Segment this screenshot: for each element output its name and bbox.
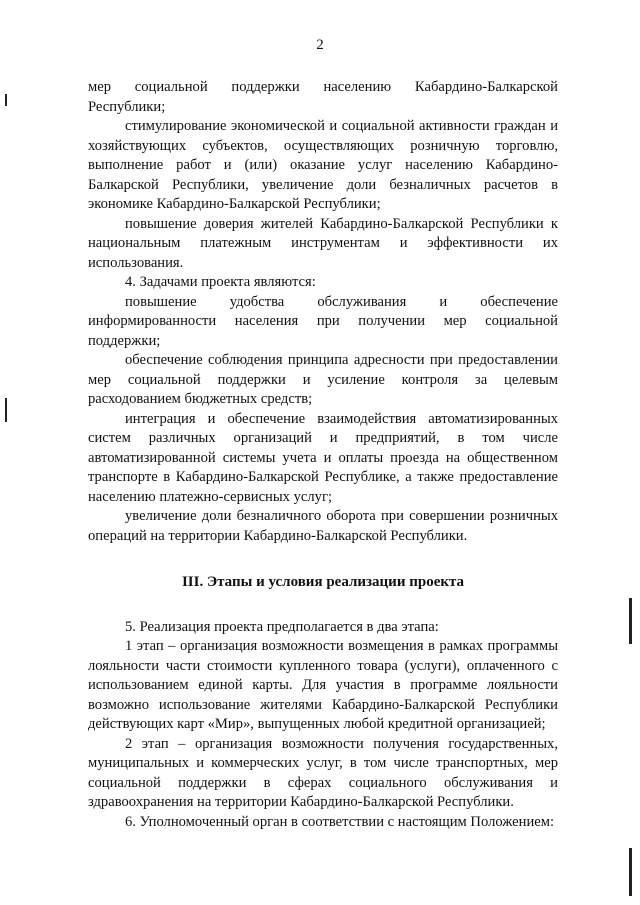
scan-mark-right-bottom bbox=[629, 848, 632, 896]
paragraph-trust: повышение доверия жителей Кабардино-Балкарской Республики к национальным платежным инструментам и эффективности их использования. bbox=[88, 215, 558, 271]
paragraph-stage-1: 1 этап – организация возможности возмещения в рамках программы лояльности части стоимости купленного товара (услуги), оплаченного с использованием единой карты. Для участия в программе лояльности возможно использование жителями Кабардино-Балкарской Республики действующих карт «Мир», выпущенных любой кредитной организацией; bbox=[88, 638, 558, 732]
paragraph-tasks-intro: 4. Задачами проекта являются: bbox=[125, 274, 316, 290]
scan-mark-right-middle bbox=[629, 598, 632, 644]
section-heading: III. Этапы и условия реализации проекта bbox=[181, 574, 465, 590]
paragraph-stages-intro: 5. Реализация проекта предполагается в два этапа: bbox=[125, 618, 439, 635]
paragraph-economic-activity: стимулирование экономической и социальной активности граждан и хозяйствующих субъектов, осуществляющих розничную торговлю, выполнение работ и (или) оказание услуг населению Кабардино-Балкарской Республики, увеличение доли безналичных расчетов в экономике Кабардино-Балкарской Республики; bbox=[88, 118, 558, 212]
paragraph-integration: интеграция и обеспечение взаимодействия автоматизированных систем различных организаций и предприятий, в том числе автоматизированной системы учета и оплаты проезда на общественном транспорте в Кабардино-Балкарской Республике, а также предоставление населению платежно-сервисных услуг; bbox=[88, 410, 558, 505]
page-number: 2 bbox=[316, 37, 324, 53]
document-body bbox=[88, 78, 558, 832]
scan-mark-left-middle bbox=[5, 398, 7, 422]
paragraph-continuation: мер социальной поддержки населению Кабардино-Балкарской Республики; bbox=[88, 79, 558, 115]
paragraph-stage-2: 2 этап – организация возможности получения государственных, муниципальных и коммерческих услуг, в том числе транспортных, мер социальной поддержки в сферах социального обслуживания и здравоохранения на территории Кабардино-Балкарской Республики. bbox=[88, 735, 558, 810]
paragraph-convenience: повышение удобства обслуживания и обеспечение информированности населения при получении мер социальной поддержки; bbox=[88, 293, 558, 349]
paragraph-targeting: обеспечение соблюдения принципа адресности при предоставлении мер социальной поддержки и усиление контроля за целевым расходованием бюджетных средств; bbox=[88, 352, 558, 407]
scan-mark-left-top bbox=[5, 94, 7, 106]
paragraph-cashless: увеличение доли безналичного оборота при совершении розничных операций на территории Кабардино-Балкарской Республики. bbox=[88, 508, 558, 544]
paragraph-authority: 6. Уполномоченный орган в соответствии с настоящим Положением: bbox=[125, 813, 555, 830]
